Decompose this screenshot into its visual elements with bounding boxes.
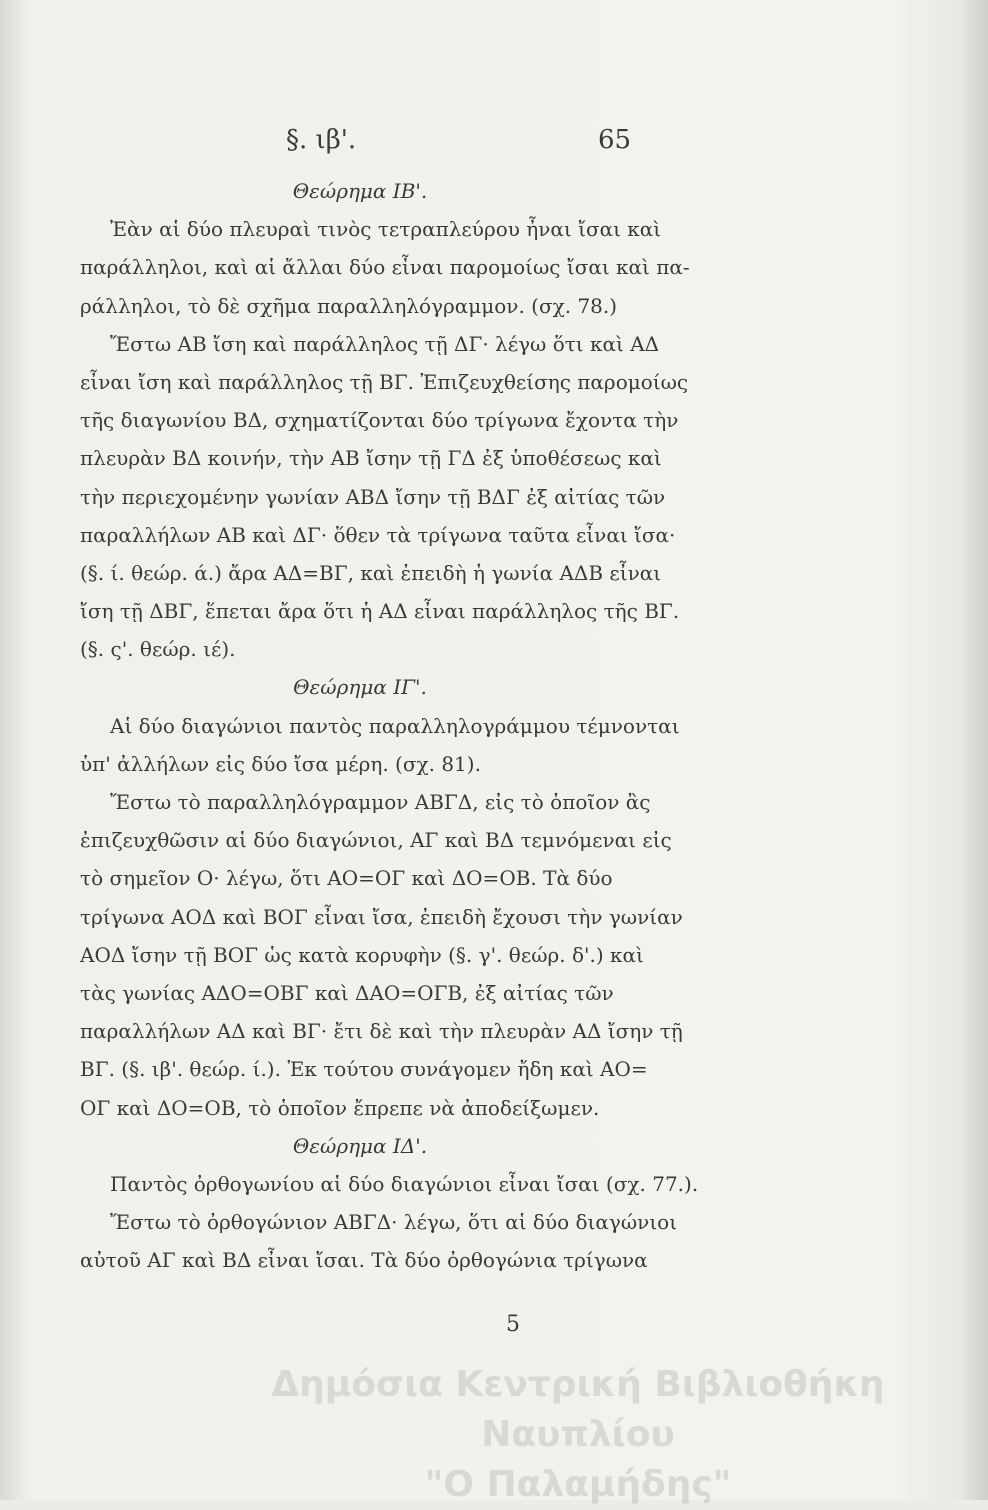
theorem-heading: Θεώρημα ΙΔ'. xyxy=(292,1133,428,1158)
text-line: τρίγωνα ΑΟΔ καὶ ΒΟΓ εἶναι ἴσα, ἐπειδὴ ἔχουσι τὴν γωνίαν xyxy=(80,904,683,929)
watermark-line-2: "Ο Παλαμήδης" xyxy=(424,1464,732,1505)
theorem-heading: Θεώρημα ΙΓ'. xyxy=(293,675,427,700)
page-header xyxy=(0,125,988,165)
theorem-heading: Θεώρημα ΙΒ'. xyxy=(292,179,428,203)
page-edge-shadow xyxy=(958,0,988,1500)
text-line: πλευρὰν ΒΔ κοινήν, τὴν ΑΒ ἴσην τῇ ΓΔ ἐξ ὑποθέσεως καὶ xyxy=(80,446,662,471)
page-number: 65 xyxy=(598,125,632,155)
text-line: τὰς γωνίας ΑΔΟ=ΟΒΓ καὶ ΔΑΟ=ΟΓΒ, ἐξ αἰτίας τῶν xyxy=(80,980,614,1005)
text-line: παραλλήλων ΑΔ καὶ ΒΓ· ἔτι δὲ καὶ τὴν πλευρὰν ΑΔ ἴσην τῇ xyxy=(80,1019,683,1044)
body-text xyxy=(80,172,699,1279)
text-line: παραλλήλων ΑΒ καὶ ΔΓ· ὅθεν τὰ τρίγωνα ταῦτα εἶναι ἴσα· xyxy=(80,522,676,547)
text-line: ΑΟΔ ἴσην τῇ ΒΟΓ ὡς κατὰ κορυφὴν (§. γ'. θεώρ. δ'.) καὶ xyxy=(80,942,644,967)
text-line: παράλληλοι, καὶ αἱ ἄλλαι δύο εἶναι παρομοίως ἴσαι καὶ πα- xyxy=(80,255,690,280)
watermark-line-1: Δημόσια Κεντρική Βιβλιοθήκη Ναυπλίου xyxy=(271,1364,885,1455)
text-line: (§. ί. θεώρ. ά.) ἄρα ΑΔ=ΒΓ, καὶ ἐπειδὴ ἡ γωνία ΑΔΒ εἶναι xyxy=(80,560,662,585)
text-line: ὑπ' ἀλλήλων εἰς δύο ἴσα μέρη. (σχ. 81). xyxy=(80,751,481,776)
text-line: Ἔστω ΑΒ ἴση καὶ παράλληλος τῇ ΔΓ· λέγω ὅτι καὶ ΑΔ xyxy=(110,331,660,356)
text-line: αὐτοῦ ΑΓ καὶ ΒΔ εἶναι ἴσαι. Τὰ δύο ὀρθογώνια τρίγωνα xyxy=(80,1248,648,1273)
text-line: ράλληλοι, τὸ δὲ σχῆμα παραλληλόγραμμον. (σχ. 78.) xyxy=(80,293,618,318)
text-line: τῆς διαγωνίου ΒΔ, σχηματίζονται δύο τρίγωνα ἔχοντα τὴν xyxy=(80,408,679,433)
text-line: Ἔστω τὸ παραλληλόγραμμον ΑΒΓΔ, εἰς τὸ ὁποῖον ἂς xyxy=(110,790,651,814)
library-watermark xyxy=(228,1360,928,1510)
text-line: τὸ σημεῖον Ο· λέγω, ὅτι ΑΟ=ΟΓ καὶ ΔΟ=ΟΒ. Τὰ δύο xyxy=(80,866,613,891)
text-line: ΟΓ καὶ ΔΟ=ΟΒ, τὸ ὁποῖον ἔπρεπε νὰ ἀποδείξωμεν. xyxy=(80,1095,600,1120)
section-mark: §. ιβ'. xyxy=(286,125,357,155)
text-line: Παντὸς ὀρθογωνίου αἱ δύο διαγώνιοι εἶναι ἴσαι (σχ. 77.). xyxy=(110,1171,699,1196)
text-line: Αἱ δύο διαγώνιοι παντὸς παραλληλογράμμου τέμνονται xyxy=(110,713,680,738)
text-line: εἶναι ἴση καὶ παράλληλος τῇ ΒΓ. Ἐπιζευχθείσης παρομοίως xyxy=(80,369,689,394)
text-line: (§. ς'. θεώρ. ιέ). xyxy=(80,637,236,662)
text-line: Ἔστω τὸ ὀρθογώνιον ΑΒΓΔ· λέγω, ὅτι αἱ δύο διαγώνιοι xyxy=(110,1210,678,1235)
signature-mark: 5 xyxy=(506,1312,520,1337)
text-line: τὴν περιεχομένην γωνίαν ΑΒΔ ἴσην τῇ ΒΔΓ ἐξ αἰτίας τῶν xyxy=(80,484,666,509)
text-line: ἴση τῇ ΔΒΓ, ἕπεται ἄρα ὅτι ἡ ΑΔ εἶναι παράλληλος τῆς ΒΓ. xyxy=(80,599,680,624)
text-line: ἐπιζευχθῶσιν αἱ δύο διαγώνιοι, ΑΓ καὶ ΒΔ τεμνόμεναι εἰς xyxy=(80,828,672,853)
text-line: Ἐὰν αἱ δύο πλευραὶ τινὸς τετραπλεύρου ἦναι ἴσαι καὶ xyxy=(110,217,662,242)
text-line: ΒΓ. (§. ιβ'. θεώρ. ί.). Ἐκ τούτου συνάγομεν ἤδη καὶ ΑΟ= xyxy=(80,1057,648,1082)
